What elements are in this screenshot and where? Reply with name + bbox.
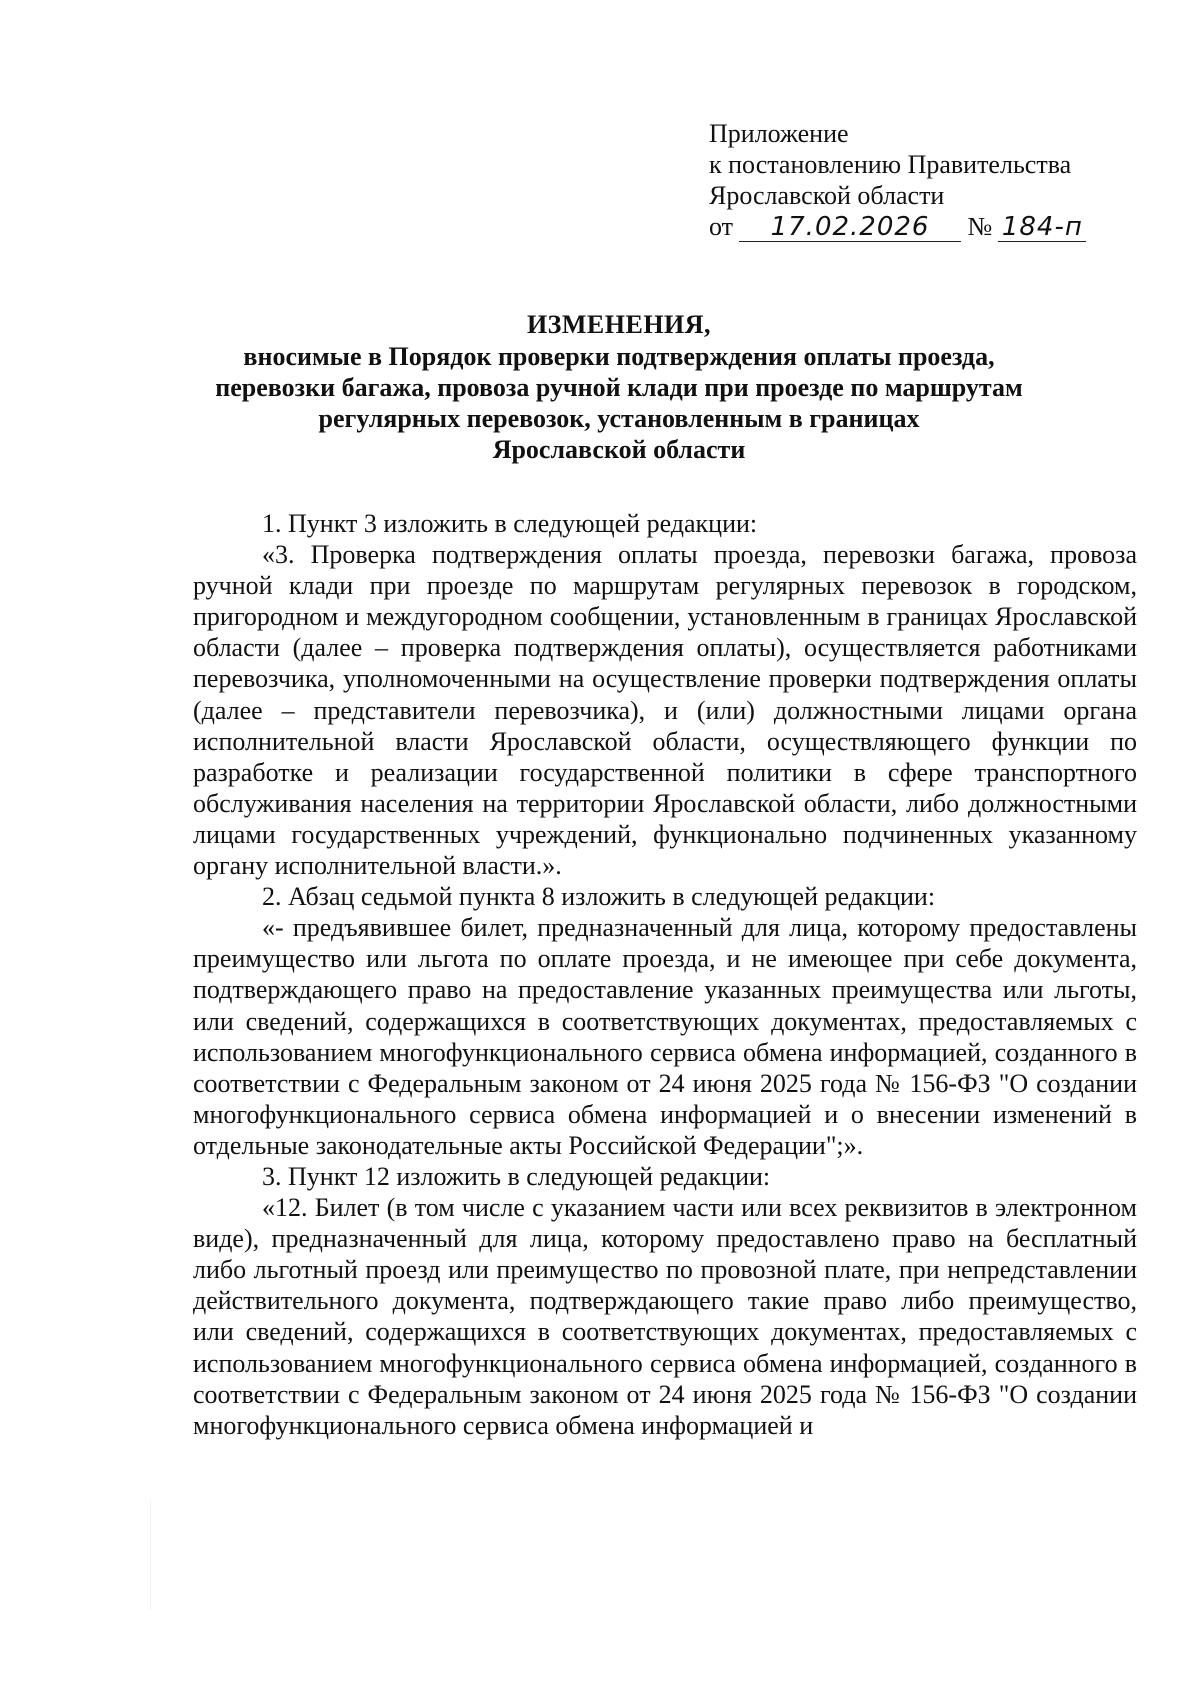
paragraph-item-1: 1. Пункт 3 изложить в следующей редакции: <box>262 509 758 538</box>
document-subtitle <box>180 341 1058 465</box>
appendix-region: Ярославской области <box>709 181 945 210</box>
paragraph-item-3-text: «12. Билет (в том числе с указанием части или всех реквизитов в электронном виде), предназначенный для лица, которому предоставлено право на бесплатный либо льготный проезд или преимущество по провозной плате, при непредставлении действительного документа, подтверждающего такие право либо преимущество, или сведений, содержащихся в соответствующих документах, предоставляемых с использованием многофункционального сервиса обмена информацией, созданного в соответствии с Федеральным законом от 24 июня 2025 года № 156-ФЗ "О создании многофункционального сервиса обмена информацией и <box>193 1193 1137 1440</box>
subtitle-line: Ярославской области <box>492 435 746 464</box>
subtitle-line: регулярных перевозок, установленным в границах <box>318 404 920 433</box>
number-sign: № <box>967 212 993 241</box>
document-title: ИЗМЕНЕНИЯ, <box>526 310 712 339</box>
appendix-block <box>709 118 1169 242</box>
subtitle-line: вносимые в Порядок проверки подтверждения оплаты проезда, <box>243 342 995 371</box>
paragraph-item-1-text: «3. Проверка подтверждения оплаты проезда, перевозки багажа, провоза ручной клади при проезде по маршрутам регулярных перевозок в городском, пригородном и междугородном сообщении, установленным в границах Ярославской области (далее – проверка подтверждения оплаты), осуществляется работниками перевозчика, уполномоченными на осуществление проверки подтверждения оплаты (далее – представители перевозчика), и (или) должностными лицами органа исполнительной власти Ярославской области, осуществляющего функции по разработке и реализации государственной политики в сфере транспортного обслуживания населения на территории Ярославской области, либо должностными лицами государственных учреждений, функционально подчиненных указанному органу исполнительной власти.». <box>193 540 1137 881</box>
appendix-date-number-line <box>709 211 1169 242</box>
subtitle-line: перевозки багажа, провоза ручной клади при проезде по маршрутам <box>215 373 1023 402</box>
handwritten-number: 184-п <box>998 213 1086 242</box>
paragraph-item-3: 3. Пункт 12 изложить в следующей редакции: <box>262 1161 771 1191</box>
handwritten-date: 17.02.2026 <box>739 213 961 242</box>
paragraph-item-2: 2. Абзац седьмой пункта 8 изложить в следующей редакции: <box>262 882 936 912</box>
document-body <box>193 508 1137 1441</box>
appendix-resolution-ref: к постановлению Правительства <box>709 150 1072 179</box>
date-prefix: от <box>709 212 734 241</box>
scan-artifact <box>150 1500 151 1610</box>
appendix-label: Приложение <box>709 119 849 148</box>
paragraph-item-2-text: «- предъявившее билет, предназначенный для лица, которому предоставлены преимущество или льгота по оплате проезда, и не имеющее при себе документа, подтверждающего право на предоставление указанных преимущества или льготы, или сведений, содержащихся в соответствующих документах, предоставляемых с использованием многофункционального сервиса обмена информацией, созданного в соответствии с Федеральным законом от 24 июня 2025 года № 156-ФЗ "О создании многофункционального сервиса обмена информацией и о внесении изменений в отдельные законодательные акты Российской Федерации";». <box>193 913 1137 1160</box>
